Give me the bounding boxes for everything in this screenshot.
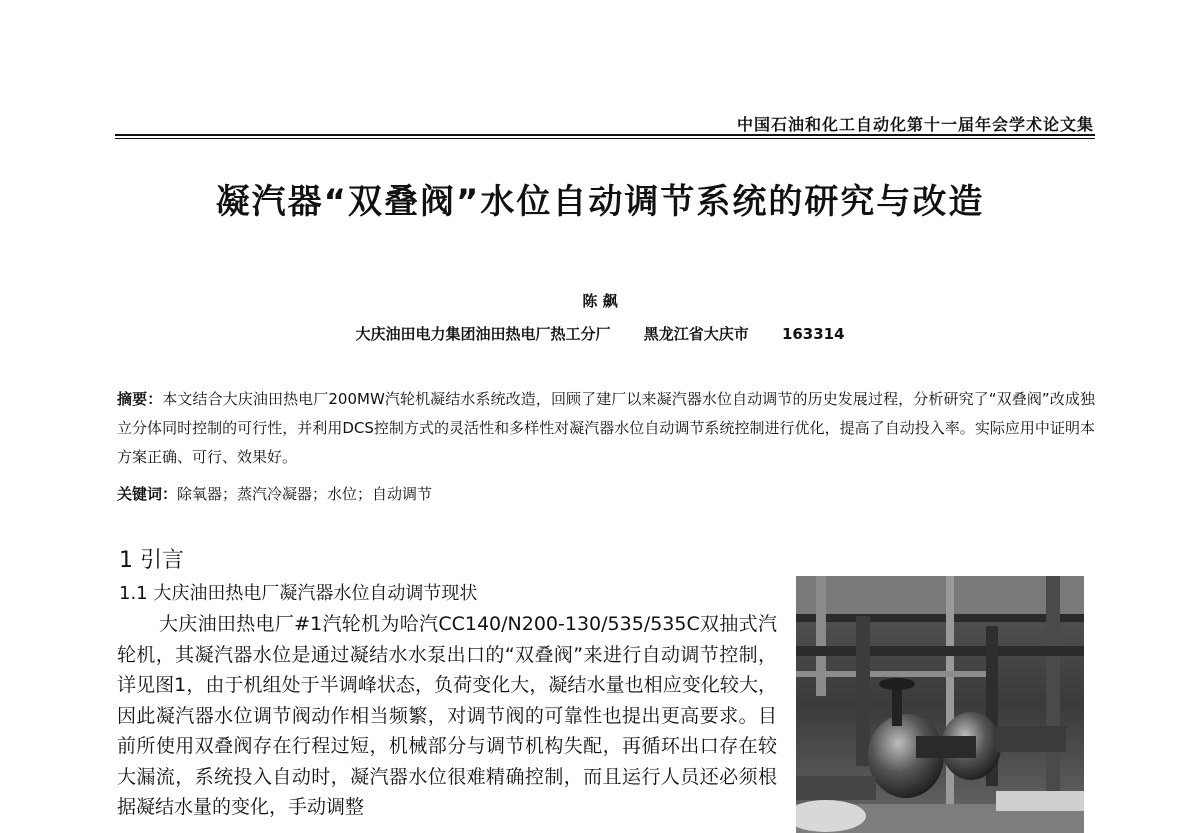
body-paragraph: 大庆油田热电厂#1汽轮机为哈汽CC140/N200-130/535/535C双抽式汽轮机，其凝汽器水位是通过凝结水水泵出口的“双叠阀”来进行自动调节控制，详见图1，由于机组处于半调峰状态，负荷变化大，凝结水量也相应变化较大，因此凝汽器水位调节阀动作相当频繁，对调节阀的可靠性也提出更高要求。目前所使用双叠阀存在行程过短，机械部分与调节机构失配，再循环出口存在较大漏流，系统投入自动时，凝汽器水位很难精确控制，而且运行人员还必须根据凝结水量的变化，手动调整 <box>117 613 777 818</box>
subsection-heading: 1.1 大庆油田热电厂凝汽器水位自动调节现状 <box>119 583 478 604</box>
valve-photo-image <box>796 576 1084 833</box>
abstract-text: 本文结合大庆油田热电厂200MW汽轮机凝结水系统改造，回顾了建厂以来凝汽器水位自动调节的历史发展过程，分析研究了“双叠阀”改成独立分体同时控制的可行性，并利用DCS控制方式的灵活性和多样性对凝汽器水位自动调节系统控制进行优化，提高了自动投入率。实际应用中证明本方案正确、可行、效果好。 <box>117 390 1095 466</box>
abstract-label: 摘要： <box>117 390 163 408</box>
keywords <box>117 483 432 504</box>
paper-title: 凝汽器“双叠阀”水位自动调节系统的研究与改造 <box>215 182 985 222</box>
keywords-text: 除氧器；蒸汽冷凝器；水位；自动调节 <box>177 485 433 503</box>
affiliation-postcode: 163314 <box>781 325 845 343</box>
affiliation <box>0 323 1200 344</box>
body-text <box>117 609 777 823</box>
affiliation-place: 黑龙江省大庆市 <box>643 325 749 343</box>
section-heading: 1 引言 <box>119 548 184 573</box>
abstract <box>117 385 1095 472</box>
header-rule <box>115 134 1095 139</box>
keywords-label: 关键词： <box>117 485 178 503</box>
running-header: 中国石油和化工自动化第十一届年会学术论文集 <box>736 115 1094 134</box>
figure-photo <box>796 576 1084 833</box>
affiliation-org: 大庆油田电力集团油田热电厂热工分厂 <box>355 325 611 343</box>
author: 陈 飙 <box>582 292 618 310</box>
